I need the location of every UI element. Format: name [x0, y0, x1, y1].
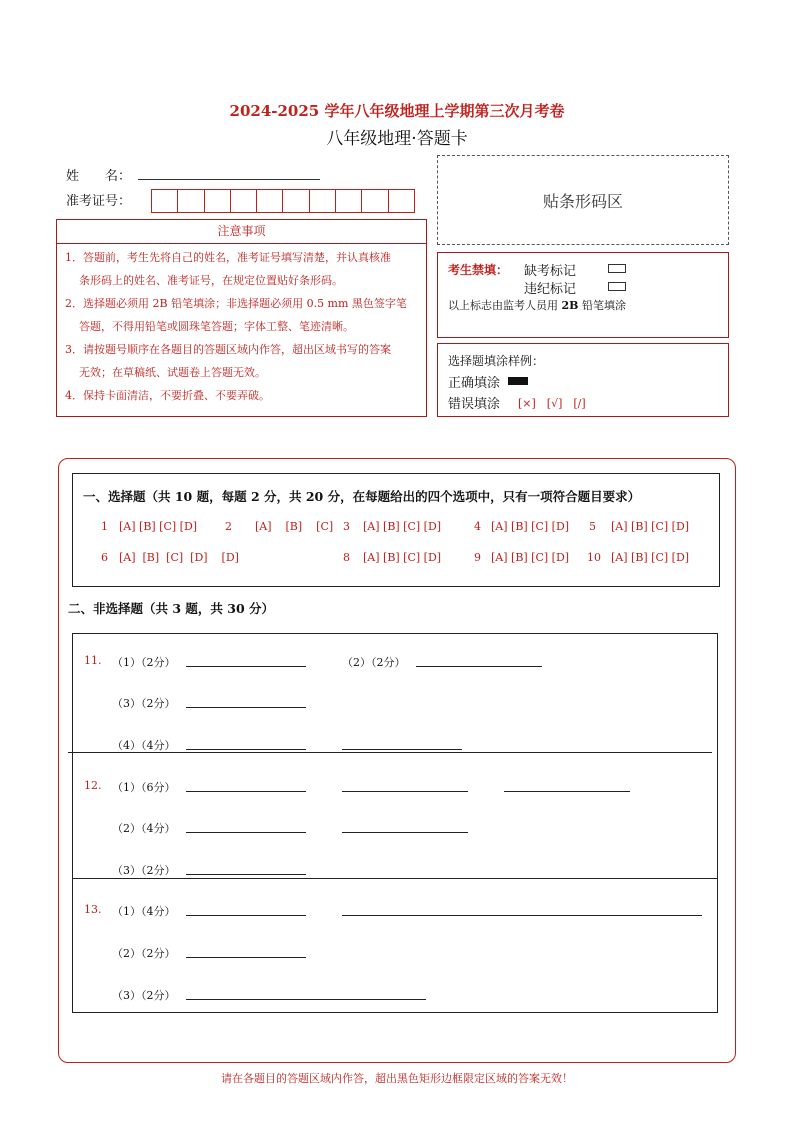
q11-part1-answer-line[interactable] [186, 666, 306, 667]
q13-part1-answer-line-a[interactable] [186, 915, 306, 916]
q13-part1-label: （1）（4分） [112, 905, 176, 918]
q12-part2-answer-line-a[interactable] [186, 832, 306, 833]
q11-part3-answer-line[interactable] [186, 707, 306, 708]
violation-mark-label: 违纪标记 [524, 282, 577, 297]
notice-line: 4．保持卡面清洁，不要折叠、不要弄破。 [65, 389, 270, 402]
footer-warning: 请在各题目的答题区域内作答，超出黑色矩形边框限定区域的答案无效！ [221, 1072, 573, 1085]
q11-part4-answer-line-b[interactable] [342, 749, 462, 750]
notice-item [57, 246, 426, 292]
question-12-number: 12. [84, 779, 102, 792]
name-label: 姓 名： [66, 169, 132, 184]
q11-part4-answer-line-a[interactable] [186, 749, 306, 750]
notice-line: 2．选择题必须用 2B 铅笔填涂；非选择题必须用 0.5 mm 黑色签字笔 [65, 297, 407, 310]
q13-part2-label: （2）（2分） [112, 947, 176, 960]
notice-item [57, 292, 426, 338]
question-number: 6 [101, 551, 108, 564]
question-number: 8 [343, 551, 350, 564]
forbidden-note-post: 铅笔填涂 [581, 299, 626, 312]
question-number: 5 [589, 520, 596, 533]
forbidden-note-pre: 以上标志由监考人员用 [448, 299, 558, 312]
answer-sheet-subtitle: 八年级地理·答题卡 [326, 129, 468, 149]
correct-fill-label: 正确填涂 [448, 376, 501, 391]
notice-heading: 注意事项 [57, 220, 426, 244]
barcode-area [437, 155, 729, 245]
q13-part2-answer-line[interactable] [186, 957, 306, 958]
notice-item [57, 338, 426, 384]
forbidden-note-pencil: 2B [561, 299, 579, 312]
q11-part2-answer-line[interactable] [416, 666, 542, 667]
q12-part1-answer-line-a[interactable] [186, 791, 306, 792]
sample-title: 选择题填涂样例： [448, 354, 545, 368]
choice-options[interactable]: [A] [B] [C] [D] [491, 520, 570, 533]
q12-part1-answer-line-c[interactable] [504, 791, 630, 792]
q13-part3-label: （3）（2分） [112, 989, 176, 1002]
choice-options[interactable]: [A] [B] [C] [D] [D] [119, 551, 239, 564]
wrong-fill-marks: [×] [√] [/] [518, 397, 586, 410]
section1-title: 一、选择题（共 10 题，每题 2 分，共 20 分，在每题给出的四个选项中，只有一项符合题目要求） [83, 489, 641, 504]
choice-options[interactable]: [A] [B] [C] [D] [491, 551, 570, 564]
choice-options[interactable]: [A] [B] [C] [D] [363, 551, 442, 564]
question-number: 3 [343, 520, 350, 533]
q11-part1-label: （1）（2分） [112, 656, 176, 669]
name-field[interactable] [138, 166, 320, 180]
absent-mark-box[interactable] [608, 264, 626, 273]
barcode-label: 贴条形码区 [542, 191, 623, 211]
notice-line: 条形码上的姓名、准考证号，在规定位置贴好条形码。 [79, 274, 343, 287]
notice-line: 1．答题前，考生先将自己的姓名，准考证号填写清楚，并认真核准 [65, 251, 391, 264]
wrong-fill-label: 错误填涂 [448, 397, 501, 412]
question-divider [72, 878, 718, 879]
fill-sample-box [437, 343, 729, 417]
exam-id-boxes[interactable] [151, 189, 415, 213]
section2-title: 二、非选择题（共 3 题，共 30 分） [68, 601, 275, 616]
choice-options[interactable]: [A] [B] [C] [D] [611, 551, 690, 564]
q12-part1-label: （1）（6分） [112, 781, 176, 794]
q11-part3-label: （3）（2分） [112, 697, 176, 710]
question-number: 2 [225, 520, 232, 533]
choice-options[interactable]: [A] [B] [C] [D] [363, 520, 442, 533]
forbidden-label: 考生禁填： [448, 263, 509, 277]
q12-part1-answer-line-b[interactable] [342, 791, 468, 792]
q12-part3-label: （3）（2分） [112, 864, 176, 877]
notice-line: 答题，不得用铅笔或圆珠笔答题；字体工整、笔迹清晰。 [79, 320, 354, 333]
correct-fill-mark [508, 377, 528, 385]
question-number: 10 [587, 551, 601, 564]
question-13-number: 13. [84, 903, 102, 916]
choice-options[interactable]: [A] [B] [C] [D] [611, 520, 690, 533]
violation-mark-box[interactable] [608, 282, 626, 291]
q13-part1-answer-line-b[interactable] [342, 915, 702, 916]
notice-line: 无效；在草稿纸、试题卷上答题无效。 [79, 366, 266, 379]
absent-mark-label: 缺考标记 [524, 264, 577, 279]
q11-part4-label: （4）（4分） [112, 739, 176, 752]
choice-options[interactable]: [A] [B] [C] [D] [119, 520, 198, 533]
question-11-number: 11. [84, 654, 102, 667]
question-number: 4 [474, 520, 481, 533]
exam-id-label: 准考证号： [66, 194, 132, 209]
forbidden-note [448, 297, 626, 313]
question-number: 9 [474, 551, 481, 564]
exam-title: 2024-2025 学年八年级地理上学期第三次月考卷 [229, 102, 565, 120]
q11-part2-label: （2）（2分） [342, 656, 406, 669]
question-number: 1 [101, 520, 108, 533]
q13-part3-answer-line[interactable] [186, 999, 426, 1000]
notice-line: 3．请按题号顺序在各题目的答题区域内作答，超出区域书写的答案 [65, 343, 391, 356]
q12-part2-label: （2）（4分） [112, 822, 176, 835]
notice-item [57, 384, 426, 407]
choice-options[interactable]: [A] [B] [C] [255, 520, 334, 533]
q12-part2-answer-line-b[interactable] [342, 832, 468, 833]
notice-box [56, 219, 427, 417]
q12-part3-answer-line[interactable] [186, 874, 306, 875]
forbidden-marks-box [437, 252, 729, 338]
multiple-choice-section [72, 473, 720, 587]
